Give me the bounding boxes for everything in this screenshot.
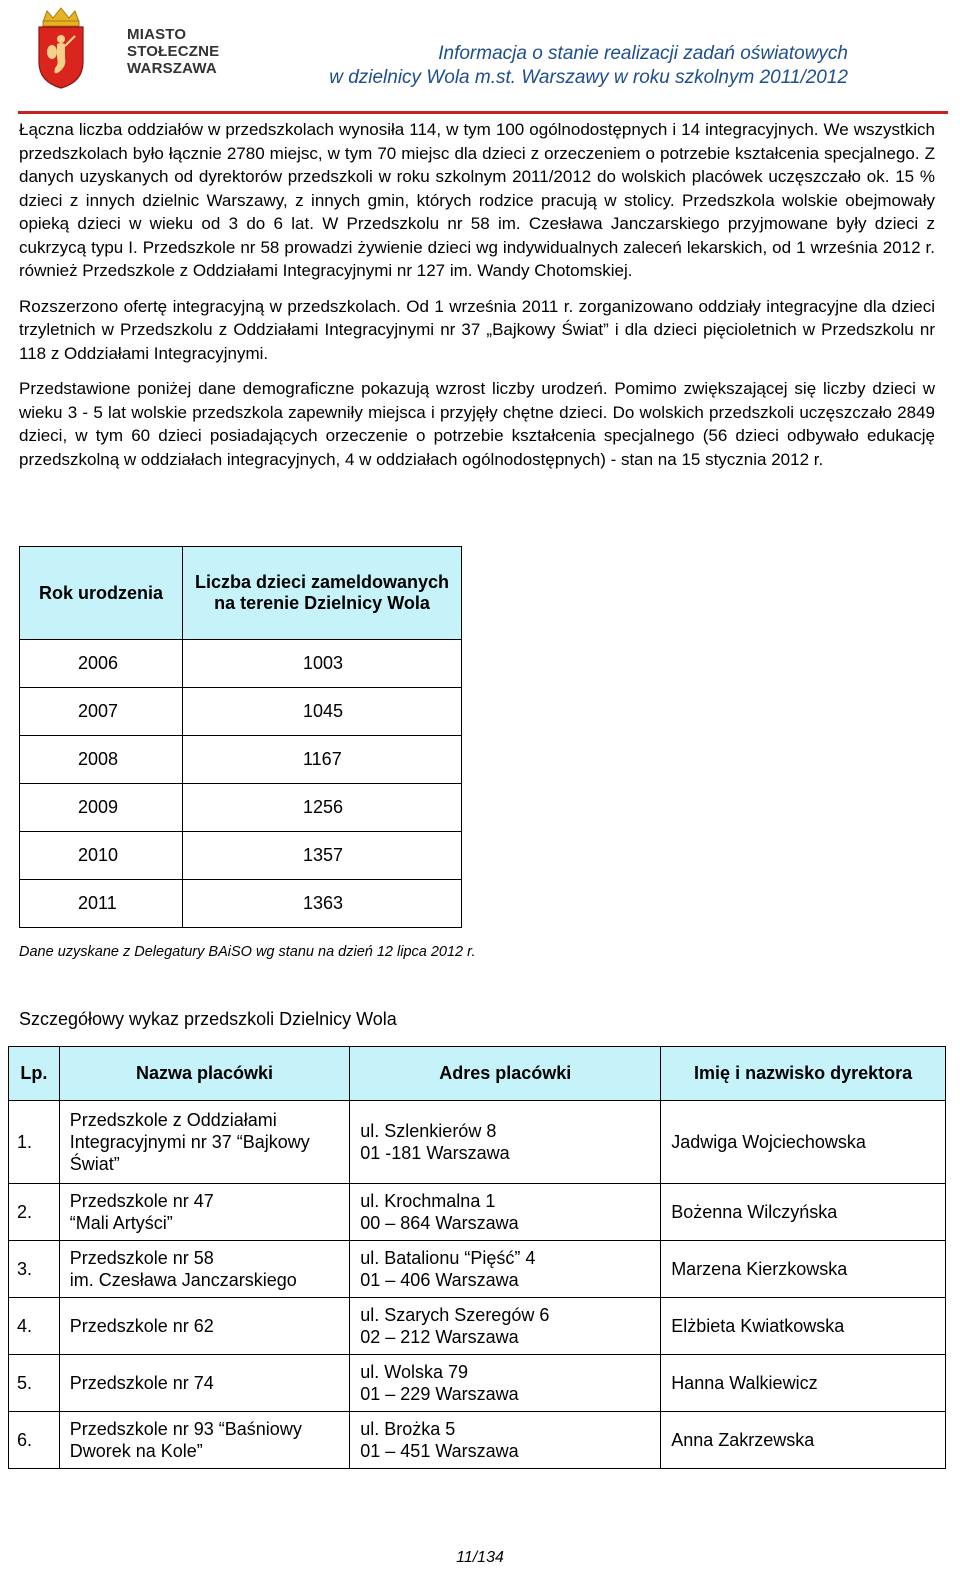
birth-year-cell: 2009 [20, 784, 183, 832]
document-title-line-2: w dzielnicy Wola m.st. Warszawy w roku szkolnym 2011/2012 [329, 67, 848, 88]
street-line: ul. Batalionu “Pięść” 4 [360, 1248, 536, 1268]
birth-year-cell: 2010 [20, 832, 183, 880]
director-cell: Marzena Kierzkowska [661, 1241, 946, 1298]
street-line: ul. Brożka 5 [360, 1419, 456, 1439]
table-row [9, 1412, 946, 1469]
children-count-cell: 1167 [183, 736, 462, 784]
table-row [20, 880, 462, 928]
director-cell: Anna Zakrzewska [661, 1412, 946, 1469]
name-line: im. Czesława Janczarskiego [69, 1270, 297, 1290]
name-line: Przedszkole nr 58 [69, 1248, 214, 1268]
address-cell [350, 1412, 661, 1469]
column-header-name: Nazwa placówki [59, 1047, 350, 1101]
warsaw-coat-of-arms-icon [33, 6, 89, 90]
address-cell [350, 1101, 661, 1184]
birth-year-cell: 2007 [20, 688, 183, 736]
paragraph: Przedstawione poniżej dane demograficzne pokazują wzrost liczby urodzeń. Pomimo zwiększającej się liczby dzieci w wieku 3 - 5 lat wolskie przedszkola zapewniły miejsca i przyjęły chętne dzieci. Do wolskich przedszkoli uczęszczało 2849 dzieci, w tym 60 dzieci posiadających orzeczenie o potrzebie kształcenia specjalnego (56 dzieci odbywało edukację przedszkolną w oddziałach integracyjnych, 4 w oddziałach ogólnodostępnych) - stan na 15 stycznia 2012 r. [19, 379, 935, 469]
table-row [20, 736, 462, 784]
children-count-cell: 1045 [183, 688, 462, 736]
name-cell [59, 1298, 350, 1355]
column-header-director: Imię i nazwisko dyrektora [661, 1047, 946, 1101]
street-line: ul. Krochmalna 1 [360, 1191, 496, 1211]
table-row [9, 1241, 946, 1298]
document-title [329, 42, 848, 90]
address-cell [350, 1184, 661, 1241]
postcode-line: 01 – 451 Warszawa [360, 1441, 519, 1461]
column-header-birth-year: Rok urodzenia [20, 547, 183, 640]
table-row [20, 640, 462, 688]
postcode-line: 00 – 864 Warszawa [360, 1213, 519, 1233]
director-cell: Jadwiga Wojciechowska [661, 1101, 946, 1184]
address-cell [350, 1298, 661, 1355]
name-cell [59, 1412, 350, 1469]
name-line: Integracyjnymi nr 37 “Bajkowy [69, 1132, 310, 1152]
name-cell [59, 1101, 350, 1184]
children-count-cell: 1363 [183, 880, 462, 928]
name-cell [59, 1355, 350, 1412]
street-line: ul. Szlenkierów 8 [360, 1121, 497, 1141]
lp-cell: 1. [9, 1101, 60, 1184]
schools-table [8, 1046, 946, 1469]
logo-line-1: MIASTO [127, 26, 187, 43]
column-header-children-count: Liczba dzieci zameldowanych na terenie Dzielnicy Wola [183, 547, 462, 640]
name-line: Przedszkole nr 74 [69, 1373, 214, 1393]
document-title-line-1: Informacja o stanie realizacji zadań oświatowych [438, 43, 848, 64]
children-count-cell: 1357 [183, 832, 462, 880]
schools-list-title: Szczegółowy wykaz przedszkoli Dzielnicy Wola [19, 1009, 397, 1029]
table-row [20, 832, 462, 880]
name-line: “Mali Artyści” [69, 1213, 173, 1233]
births-table [19, 546, 462, 928]
table-row [9, 1184, 946, 1241]
postcode-line: 01 – 229 Warszawa [360, 1384, 519, 1404]
name-line: Przedszkole nr 93 “Baśniowy [69, 1419, 302, 1439]
director-cell: Hanna Walkiewicz [661, 1355, 946, 1412]
birth-year-cell: 2006 [20, 640, 183, 688]
postcode-line: 02 – 212 Warszawa [360, 1327, 519, 1347]
table-row [9, 1355, 946, 1412]
name-cell [59, 1241, 350, 1298]
column-header-lp: Lp. [9, 1047, 60, 1101]
name-line: Przedszkole nr 47 [69, 1191, 214, 1211]
postcode-line: 01 -181 Warszawa [360, 1143, 510, 1163]
table-row [9, 1298, 946, 1355]
children-count-cell: 1003 [183, 640, 462, 688]
address-cell [350, 1355, 661, 1412]
column-header-address: Adres placówki [350, 1047, 661, 1101]
lp-cell: 2. [9, 1184, 60, 1241]
street-line: ul. Wolska 79 [360, 1362, 468, 1382]
address-cell [350, 1241, 661, 1298]
table-header-row [20, 547, 462, 640]
header-divider [18, 111, 948, 114]
birth-year-cell: 2011 [20, 880, 183, 928]
director-cell: Elżbieta Kwiatkowska [661, 1298, 946, 1355]
table-row [9, 1101, 946, 1184]
name-line: Przedszkole nr 62 [69, 1316, 214, 1336]
name-line: Przedszkole z Oddziałami [69, 1110, 277, 1130]
name-cell [59, 1184, 350, 1241]
table-row [20, 784, 462, 832]
source-note: Dane uzyskane z Delegatury BAiSO wg stanu na dzień 12 lipca 2012 r. [19, 944, 476, 960]
lp-cell: 4. [9, 1298, 60, 1355]
page-number: 11/134 [456, 1549, 504, 1566]
postcode-line: 01 – 406 Warszawa [360, 1270, 519, 1290]
body-text [19, 118, 935, 471]
street-line: ul. Szarych Szeregów 6 [360, 1305, 550, 1325]
city-logo-text [127, 26, 219, 77]
director-cell: Bożenna Wilczyńska [661, 1184, 946, 1241]
lp-cell: 3. [9, 1241, 60, 1298]
birth-year-cell: 2008 [20, 736, 183, 784]
children-count-cell: 1256 [183, 784, 462, 832]
name-line: Dworek na Kole” [69, 1441, 203, 1461]
paragraph: Rozszerzono ofertę integracyjną w przedszkolach. Od 1 września 2011 r. zorganizowano oddziały integracyjne dla dzieci trzyletnich w Przedszkolu z Oddziałami Integracyjnymi nr 37 „Bajkowy Świat” i dla dzieci pięcioletnich w Przedszkolu nr 118 z Oddziałami Integracyjnymi. [19, 296, 935, 363]
table-header-row [9, 1047, 946, 1101]
lp-cell: 6. [9, 1412, 60, 1469]
table-row [20, 688, 462, 736]
page-header [0, 0, 960, 116]
logo-line-2: STOŁECZNE [127, 43, 220, 60]
lp-cell: 5. [9, 1355, 60, 1412]
paragraph: Łączna liczba oddziałów w przedszkolach wynosiła 114, w tym 100 ogólnodostępnych i 14 integracyjnych. We wszystkich przedszkolach było łącznie 2780 miejsc, w tym 70 miejsc dla dzieci z orzeczeniem o potrzebie kształcenia specjalnego. Z danych uzyskanych od dyrektorów przedszkoli w roku szkolnym 2011/2012 do wolskich placówek uczęszczało ok. 15 % dzieci z innych dzielnic Warszawy, z innych gmin, których rodzice pracują w stolicy. Przedszkola wolskie obejmowały opieką dzieci w wieku od 3 do 6 lat. W Przedszkolu nr 58 im. Czesława Janczarskiego przyjmowane były dzieci z cukrzycą typu I. Przedszkole nr 58 prowadzi żywienie dzieci wg indywidualnych zaleceń lekarskich, od 1 września 2012 r. również Przedszkole z Oddziałami Integracyjnymi nr 127 im. Wandy Chotomskiej. [19, 120, 935, 280]
name-line: Świat” [69, 1154, 120, 1174]
logo-line-3: WARSZAWA [127, 60, 217, 77]
